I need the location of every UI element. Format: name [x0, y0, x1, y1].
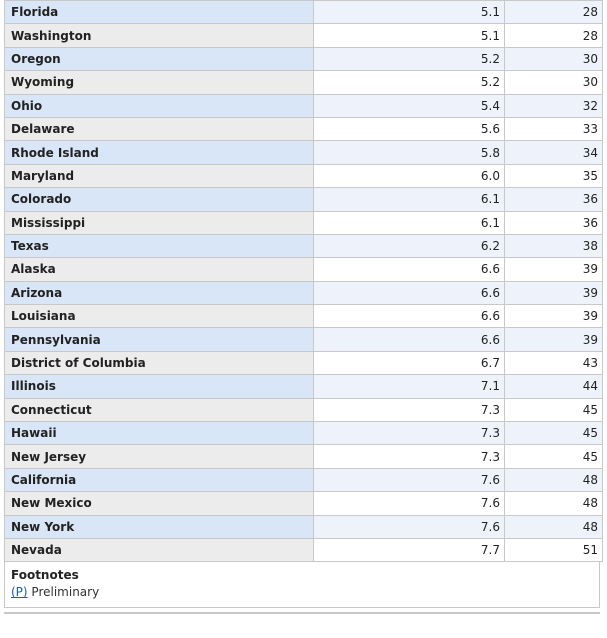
- state-name-cell: Delaware: [5, 117, 314, 140]
- rank-value-cell: 36: [505, 211, 603, 234]
- rate-value-cell: 7.3: [314, 398, 505, 421]
- rate-value-cell: 5.6: [314, 117, 505, 140]
- rate-value-cell: 7.7: [314, 538, 505, 561]
- state-name-cell: Florida: [5, 1, 314, 24]
- rate-value-cell: 6.6: [314, 328, 505, 351]
- rank-value-cell: 35: [505, 164, 603, 187]
- rate-value-cell: 6.6: [314, 305, 505, 328]
- rank-value-cell: 39: [505, 281, 603, 304]
- table-row: [5, 117, 603, 140]
- rate-value-cell: 6.0: [314, 164, 505, 187]
- rate-value-cell: 7.3: [314, 422, 505, 445]
- state-name-cell: Rhode Island: [5, 141, 314, 164]
- rank-value-cell: 32: [505, 94, 603, 117]
- state-name-cell: Oregon: [5, 47, 314, 70]
- rank-value-cell: 51: [505, 538, 603, 561]
- state-name-cell: New York: [5, 515, 314, 538]
- rate-value-cell: 6.7: [314, 351, 505, 374]
- state-name-cell: Mississippi: [5, 211, 314, 234]
- table-row: [5, 188, 603, 211]
- state-name-cell: Nevada: [5, 538, 314, 561]
- rate-value-cell: 5.2: [314, 47, 505, 70]
- state-rate-table: [4, 0, 603, 562]
- rank-value-cell: 30: [505, 71, 603, 94]
- rate-value-cell: 7.6: [314, 492, 505, 515]
- rank-value-cell: 48: [505, 492, 603, 515]
- table-row: [5, 141, 603, 164]
- state-name-cell: Texas: [5, 234, 314, 257]
- state-name-cell: Pennsylvania: [5, 328, 314, 351]
- table-row: [5, 258, 603, 281]
- rank-value-cell: 33: [505, 117, 603, 140]
- rank-value-cell: 39: [505, 258, 603, 281]
- state-name-cell: California: [5, 468, 314, 491]
- footnote-list: [11, 585, 599, 599]
- table-row: [5, 24, 603, 47]
- state-name-cell: Hawaii: [5, 422, 314, 445]
- data-table-container: [4, 0, 606, 614]
- rate-value-cell: 5.2: [314, 71, 505, 94]
- bottom-divider: [4, 612, 600, 614]
- rank-value-cell: 39: [505, 305, 603, 328]
- rate-value-cell: 5.1: [314, 24, 505, 47]
- rate-value-cell: 6.6: [314, 258, 505, 281]
- rate-value-cell: 5.8: [314, 141, 505, 164]
- state-name-cell: Wyoming: [5, 71, 314, 94]
- table-row: [5, 211, 603, 234]
- footnote-item: [11, 585, 599, 599]
- state-name-cell: Maryland: [5, 164, 314, 187]
- state-name-cell: Arizona: [5, 281, 314, 304]
- table-row: [5, 422, 603, 445]
- table-row: [5, 164, 603, 187]
- table-row: [5, 328, 603, 351]
- footnotes-title: Footnotes: [11, 568, 79, 583]
- footnote-text: Preliminary: [27, 585, 100, 600]
- rank-value-cell: 34: [505, 141, 603, 164]
- rate-value-cell: 5.1: [314, 1, 505, 24]
- table-row: [5, 71, 603, 94]
- table-row: [5, 445, 603, 468]
- state-name-cell: Ohio: [5, 94, 314, 117]
- rank-value-cell: 28: [505, 24, 603, 47]
- state-name-cell: Connecticut: [5, 398, 314, 421]
- rate-value-cell: 6.1: [314, 188, 505, 211]
- rank-value-cell: 36: [505, 188, 603, 211]
- rate-value-cell: 6.1: [314, 211, 505, 234]
- table-row: [5, 515, 603, 538]
- footnote-code-link[interactable]: (P): [11, 585, 28, 600]
- table-row: [5, 398, 603, 421]
- table-row: [5, 234, 603, 257]
- table-row: [5, 47, 603, 70]
- rate-value-cell: 6.6: [314, 281, 505, 304]
- table-row: [5, 375, 603, 398]
- table-row: [5, 281, 603, 304]
- rank-value-cell: 30: [505, 47, 603, 70]
- rate-value-cell: 7.6: [314, 468, 505, 491]
- table-row: [5, 468, 603, 491]
- rank-value-cell: 48: [505, 515, 603, 538]
- rank-value-cell: 38: [505, 234, 603, 257]
- state-name-cell: Alaska: [5, 258, 314, 281]
- rate-value-cell: 7.6: [314, 515, 505, 538]
- rank-value-cell: 43: [505, 351, 603, 374]
- state-name-cell: District of Columbia: [5, 351, 314, 374]
- state-name-cell: New Mexico: [5, 492, 314, 515]
- rate-value-cell: 7.1: [314, 375, 505, 398]
- rank-value-cell: 45: [505, 398, 603, 421]
- table-row: [5, 94, 603, 117]
- state-name-cell: Louisiana: [5, 305, 314, 328]
- table-body: [5, 1, 603, 562]
- rank-value-cell: 48: [505, 468, 603, 491]
- table-row: [5, 538, 603, 561]
- rank-value-cell: 44: [505, 375, 603, 398]
- rate-value-cell: 7.3: [314, 445, 505, 468]
- rank-value-cell: 39: [505, 328, 603, 351]
- table-row: [5, 305, 603, 328]
- rank-value-cell: 28: [505, 1, 603, 24]
- rank-value-cell: 45: [505, 445, 603, 468]
- rate-value-cell: 6.2: [314, 234, 505, 257]
- rank-value-cell: 45: [505, 422, 603, 445]
- footnotes-section: [4, 562, 600, 608]
- state-name-cell: Washington: [5, 24, 314, 47]
- table-row: [5, 492, 603, 515]
- state-name-cell: Colorado: [5, 188, 314, 211]
- table-row: [5, 351, 603, 374]
- state-name-cell: New Jersey: [5, 445, 314, 468]
- table-row: [5, 1, 603, 24]
- rate-value-cell: 5.4: [314, 94, 505, 117]
- state-name-cell: Illinois: [5, 375, 314, 398]
